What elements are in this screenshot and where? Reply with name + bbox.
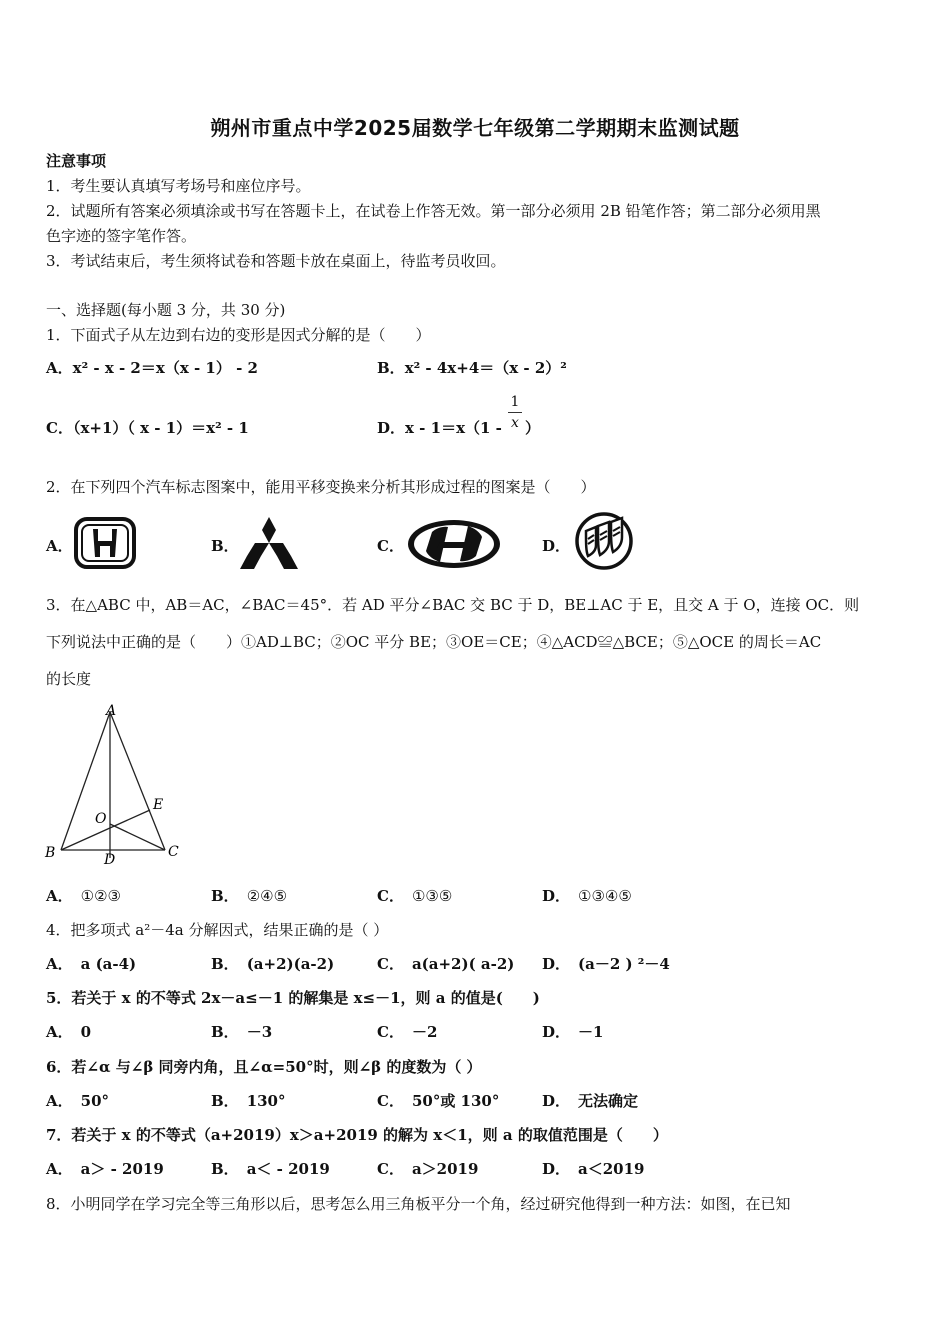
option-text: x² - 4x+4＝（x - 2）²: [404, 359, 567, 377]
notice-heading: 注意事项: [46, 152, 107, 170]
option-label: D．: [542, 1023, 571, 1041]
q4-option-b: [211, 953, 334, 975]
option-label: D．: [542, 955, 571, 973]
q4-option-c: [377, 953, 514, 975]
option-text: x² - x - 2＝x（x - 1） - 2: [72, 359, 258, 377]
page-title: 朔州市重点中学2025届数学七年级第二学期期末监测试题: [210, 116, 740, 140]
option-text: 50°: [80, 1092, 110, 1110]
q8-stem: 8．小明同学在学习完全等三角形以后，思考怎么用三角板平分一个角，经过研究他得到一种方法：如图，在已知: [46, 1195, 791, 1213]
option-label: D．: [542, 1092, 571, 1110]
option-label: B．: [211, 955, 239, 973]
option-label: D．: [542, 887, 571, 905]
q2-label-a: A．: [46, 537, 73, 555]
option-text: a＜ - 2019: [246, 1160, 330, 1178]
q3-option-b: [211, 885, 287, 907]
q2-stem: 2．在下列四个汽车标志图案中，能用平移变换来分析其形成过程的图案是（ ）: [46, 478, 596, 496]
q7-option-d: [542, 1158, 644, 1180]
option-label: A．: [46, 1160, 73, 1178]
option-label: B．: [211, 887, 239, 905]
option-text: (a+2)(a-2): [246, 955, 335, 973]
option-label: B．: [211, 1092, 239, 1110]
option-label: C．: [377, 1023, 404, 1041]
option-text: a＞2019: [411, 1160, 479, 1178]
q3-option-d: [542, 885, 632, 907]
option-text: －3: [246, 1023, 273, 1041]
figure-label-b: B: [45, 845, 56, 861]
hyundai-logo-icon: [406, 518, 502, 570]
q5-option-c: [377, 1021, 437, 1043]
q5-option-d: [542, 1021, 603, 1043]
notice-item: 3．考试结束后，考生须将试卷和答题卡放在桌面上，待监考员收回。: [46, 252, 506, 270]
q3-stem-line3: 的长度: [46, 670, 92, 688]
option-text: 50°或 130°: [411, 1092, 500, 1110]
option-text: a (a-4): [80, 955, 137, 973]
option-text: （x+1）（ x - 1）＝x² - 1: [72, 419, 249, 437]
q1-stem: 1．下面式子从左边到右边的变形是因式分解的是（ ）: [46, 326, 431, 344]
option-text: 130°: [246, 1092, 286, 1110]
q7-option-a: [46, 1158, 164, 1180]
q3-option-a: [46, 885, 121, 907]
option-text: a＜2019: [578, 1160, 645, 1178]
figure-label-e: E: [153, 797, 164, 813]
option-text: 0: [80, 1023, 92, 1041]
q3-triangle-figure: [40, 700, 190, 872]
buick-logo-icon: [574, 511, 634, 571]
option-label: D．: [542, 1160, 571, 1178]
q2-label-b: B．: [211, 537, 239, 555]
option-text: a＞ - 2019: [80, 1160, 164, 1178]
notice-item: 1．考生要认真填写考场号和座位序号。: [46, 177, 311, 195]
figure-label-d: D: [104, 852, 116, 868]
figure-label-a: A: [106, 703, 117, 719]
mitsubishi-logo-icon: [239, 516, 299, 570]
option-label: C．: [377, 1092, 404, 1110]
q2-label-c: C．: [377, 537, 404, 555]
q1-fraction: [508, 393, 522, 432]
option-text: ①③④⑤: [578, 887, 632, 905]
q1-option-b: [377, 357, 567, 379]
option-text: －1: [578, 1023, 604, 1041]
option-label: A．: [46, 359, 73, 377]
q6-option-a: [46, 1090, 109, 1112]
honda-logo-icon: [74, 517, 136, 569]
section-heading: 一、选择题(每小题 3 分，共 30 分): [46, 301, 286, 319]
notice-item: 2．试题所有答案必须填涂或书写在答题卡上，在试卷上作答无效。第一部分必须用 2B 铅笔作答；第二部分必须用黑: [46, 202, 821, 220]
q7-option-c: [377, 1158, 478, 1180]
option-label: A．: [46, 887, 73, 905]
option-label: A．: [46, 1023, 73, 1041]
figure-label-c: C: [168, 844, 179, 860]
q1-option-a: [46, 357, 258, 379]
option-text: ②④⑤: [246, 887, 288, 905]
option-text: (a－2 ) ²－4: [578, 955, 670, 973]
q7-option-b: [211, 1158, 330, 1180]
q6-option-d: [542, 1090, 638, 1112]
option-text: ①②③: [80, 887, 121, 905]
option-label: B．: [377, 359, 405, 377]
option-label: D．: [377, 419, 406, 437]
q6-option-c: [377, 1090, 499, 1112]
option-label: C．: [377, 1160, 404, 1178]
option-text: ①③⑤: [411, 887, 453, 905]
option-text: 无法确定: [578, 1092, 639, 1110]
fraction-numerator: 1: [510, 394, 520, 410]
q6-stem: 6．若∠α 与∠β 同旁内角，且∠α=50°时，则∠β 的度数为（ ）: [46, 1058, 482, 1076]
option-label: A．: [46, 955, 73, 973]
q7-stem: 7．若关于 x 的不等式（a+2019）x＞a+2019 的解为 x＜1，则 a 的取值范围是（ ）: [46, 1126, 668, 1144]
q1-option-d: [377, 417, 502, 439]
option-label: C．: [377, 955, 404, 973]
q5-option-b: [211, 1021, 272, 1043]
q1-option-c: [46, 417, 249, 439]
q1-option-d-close: ）: [525, 419, 541, 437]
q3-stem-line1: 3．在△ABC 中，AB＝AC，∠BAC＝45°．若 AD 平分∠BAC 交 BC 于 D，BE⊥AC 于 E，且交 A 于 O，连接 OC．则: [46, 596, 860, 614]
q2-label-d: D．: [542, 537, 571, 555]
q6-option-b: [211, 1090, 286, 1112]
q4-option-a: [46, 953, 136, 975]
q5-stem: 5．若关于 x 的不等式 2x－a≤－1 的解集是 x≤－1，则 a 的值是( ): [46, 989, 540, 1007]
q3-stem-line2: 下列说法中正确的是（ ）①AD⊥BC；②OC 平分 BE；③OE＝CE；④△ACD≌△BCE；⑤△OCE 的周长＝AC: [46, 633, 822, 651]
option-label: A．: [46, 1092, 73, 1110]
option-text: a(a+2)( a-2): [411, 955, 515, 973]
option-text: －2: [411, 1023, 438, 1041]
option-label: B．: [211, 1023, 239, 1041]
option-text: x - 1＝x（1 -: [405, 419, 502, 437]
option-label: C．: [377, 887, 404, 905]
notice-item: 色字迹的签字笔作答。: [46, 227, 197, 245]
option-label: C．: [46, 419, 73, 437]
q4-stem: 4．把多项式 a²－4a 分解因式，结果正确的是（ ）: [46, 921, 389, 939]
q4-option-d: [542, 953, 670, 975]
figure-label-o: O: [95, 811, 107, 827]
q3-option-c: [377, 885, 452, 907]
option-label: B．: [211, 1160, 239, 1178]
fraction-denominator: x: [511, 415, 519, 431]
q5-option-a: [46, 1021, 91, 1043]
